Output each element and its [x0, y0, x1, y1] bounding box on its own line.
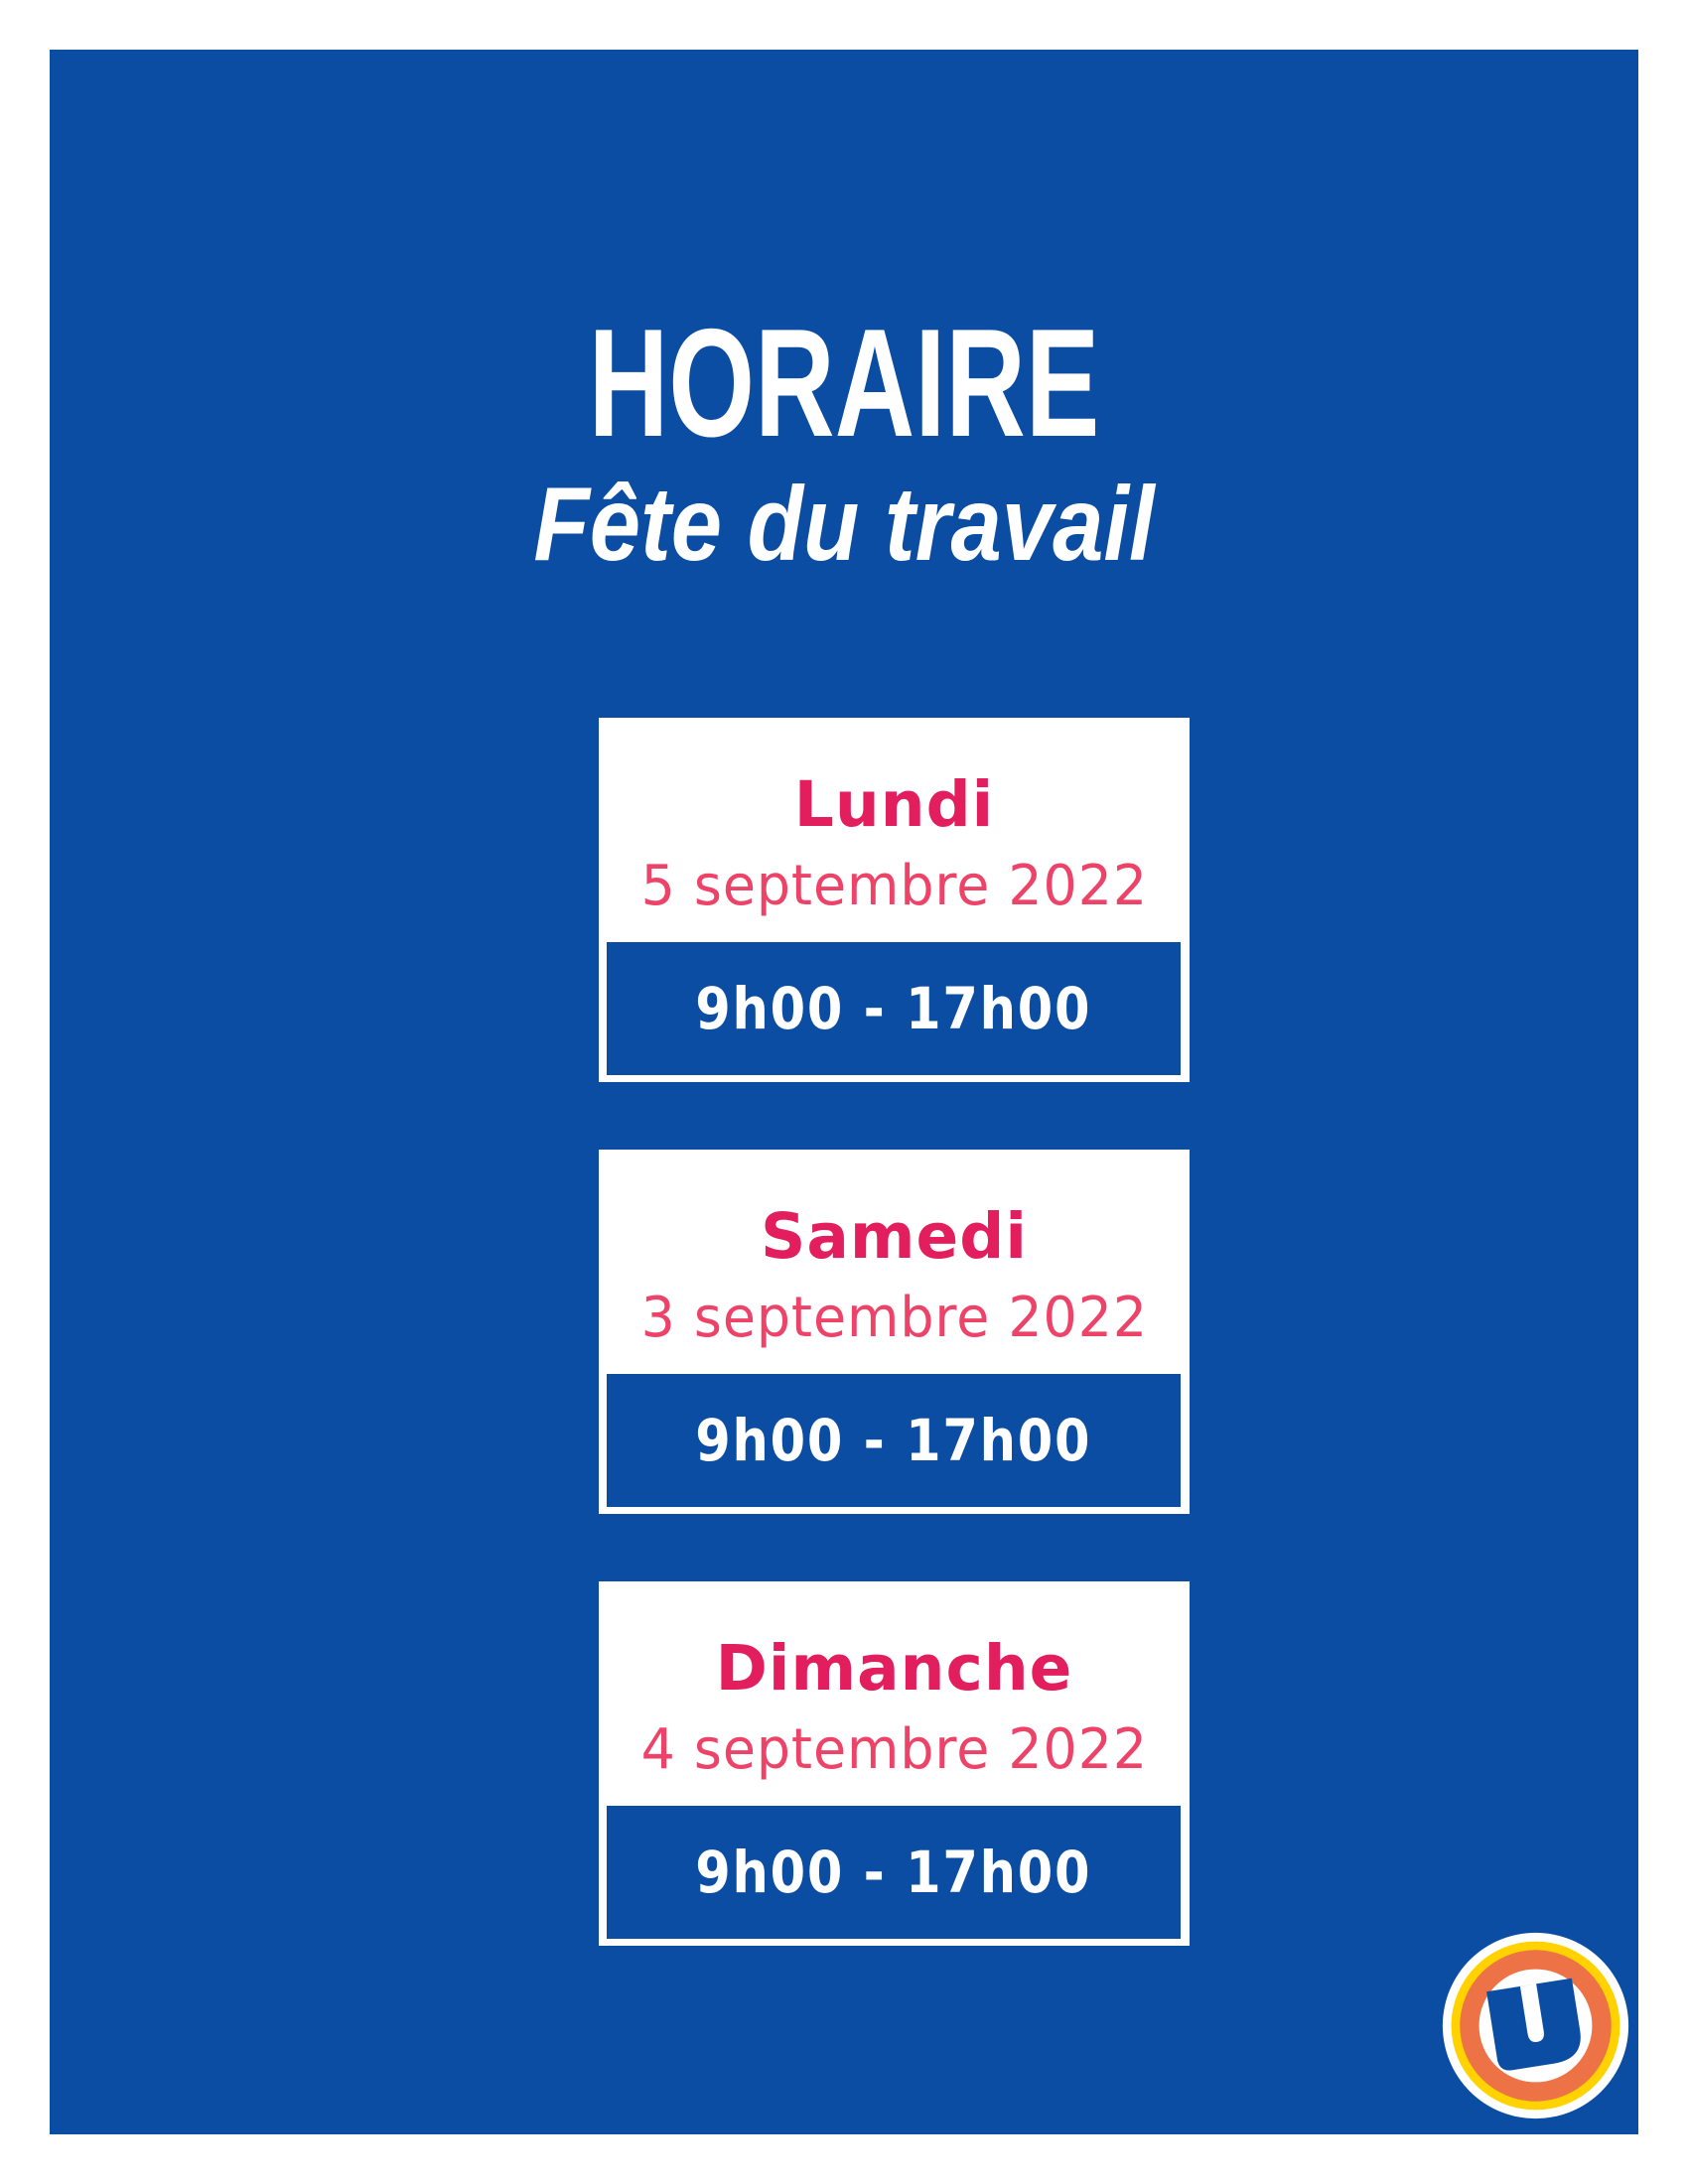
schedule-card-monday	[599, 718, 1190, 1082]
hours-label: 9h00 - 17h00	[695, 1839, 1092, 1906]
date-label: 4 septembre 2022	[640, 1716, 1148, 1782]
schedule-card-sunday	[599, 1581, 1190, 1946]
date-label: 5 septembre 2022	[640, 853, 1148, 918]
day-label: Lundi	[793, 768, 995, 841]
hours-label: 9h00 - 17h00	[695, 1407, 1092, 1474]
u-logo-svg	[1440, 1930, 1631, 2121]
page-subtitle: Fête du travail	[533, 466, 1155, 583]
hours-bar	[607, 1374, 1181, 1507]
schedule-panel	[50, 50, 1638, 2134]
page-title: HORAIRE	[588, 297, 1100, 469]
u-brand-logo-icon	[1440, 1930, 1631, 2121]
day-label: Samedi	[761, 1200, 1028, 1273]
schedule-card-saturday	[599, 1150, 1190, 1514]
date-label: 3 septembre 2022	[640, 1285, 1148, 1350]
hours-bar	[607, 942, 1181, 1075]
hours-bar	[607, 1806, 1181, 1939]
day-label: Dimanche	[715, 1632, 1073, 1705]
hours-label: 9h00 - 17h00	[695, 975, 1092, 1042]
